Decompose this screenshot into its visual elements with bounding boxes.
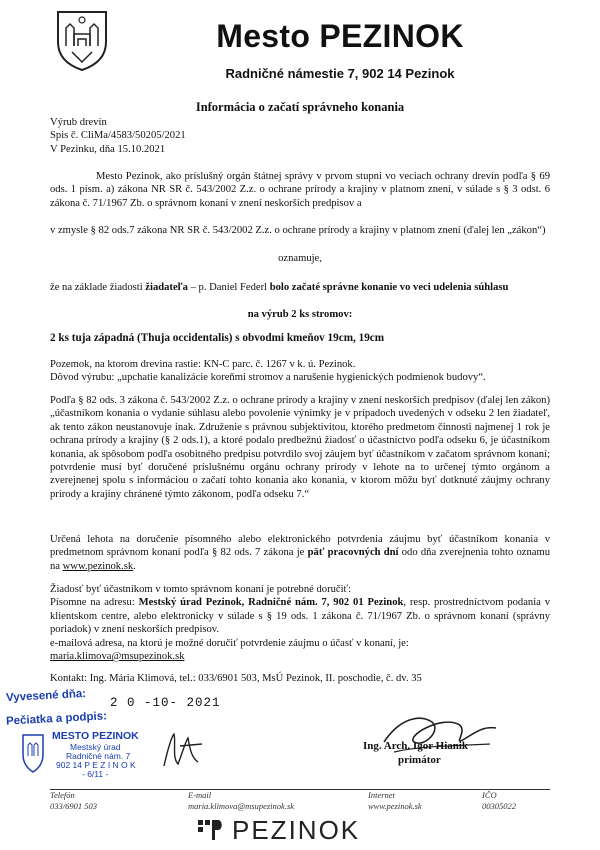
posted-date: 2 0 -10- 2021 [110, 696, 221, 710]
footer-divider [50, 789, 550, 790]
footer-phone: Telefón 033/6901 503 [50, 790, 97, 811]
paragraph-authority: Mesto Pezinok, ako príslušný orgán štátnej správy v prvom stupni vo veciach ochrany drevín podľa § 69 ods. 1 písm. a) zákona NR SR č. 543/2002 Z.z. o ochrane prírody a krajiny v platnom znení, v súlade s § 3 odst. 6 zákona č. 71/1967 Zb. o správnom konaní v znení neskorších predpisov a [50, 171, 550, 209]
paragraph-participants: Podľa § 82 ods. 3 zákona č. 543/2002 Z.z. o ochrane prírody a krajiny v znení neskorších predpisov (ďalej len zákon) „účastníkom konania o vydanie súhlasu alebo povolenie výnimky je v prípadoch uvedených v odseku 2 len žiadateľ, ak tento zákon neustanovuje inak. Združenie s právnou subjektivitou, ktorého predmetom činnosti najmenej 1 rok je ochrana prírody a krajiny (§ 2 ods.1), a ktoré podalo predbežnú žiadosť o účastníctvo podľa odseku 6, je účastníkom konania, ak spôsobom podľa osobitného predpisu potvrdilo svoj záujem byť účastníkom v začatom správnom konaní; potvrdenie musí byť doručené príslušnému orgánu ochrany prírody v lehote na to určenej týmto orgánom a zverejnenej spolu s informáciou o začatí tohto konania ako konania, v ktorom môžu byť dotknuté záujmy ochrany prírody a krajiny chránené týmto zákonom, podľa odseku 7.“ [50, 395, 550, 500]
pezinok-logo-icon [196, 817, 224, 843]
trees-description: 2 ks tuja západná (Thuja occidentalis) s obvodmi kmeňov 19cm, 19cm [50, 332, 385, 344]
felling-subject: na výrub 2 ks stromov: [247, 309, 353, 320]
mayor-signature-icon [380, 708, 500, 760]
footer-web: Internet www.pezinok.sk [368, 790, 422, 811]
mayor-role: primátor [398, 754, 441, 766]
document-title: Informácia o začatí správneho konania [195, 100, 405, 114]
stamp-label: Pečiatka a podpis: [5, 710, 108, 728]
officer-signature-icon [158, 728, 208, 772]
paragraph-location: Pozemok, na ktorom drevina rastie: KN-C parc. č. 1267 v k. ú. Pezinok. Dôvod výrubu: „upchatie kanalizácie koreňmi stromov a narušenie hygienických podmienok budovy“. [50, 359, 486, 384]
paragraph-delivery: Žiadosť byť účastníkom v tomto správnom konaní je potrebné doručiť: Písomne na adresu: Mestský úrad Pezinok, Radničné nám. 7, 902 01 Pezinok, resp. prostredníctvom podania v klientskom centre, alebo elektronicky v súlade s § 19 ods. 1 zákona č. 71/1967 Zb. o správnom konaní (správny poriadok) v znení neskorších predpisov. e-mailová adresa, na ktorú je možné doručiť potvrdenie záujmu o účasť v konaní, je: maria.klimova@msupezinok.sk [50, 584, 551, 663]
footer-ico: IČO 00305022 [482, 790, 516, 811]
meta-date: V Pezinku, dňa 15.10.2021 [50, 143, 166, 155]
announces-text: oznamuje, [278, 253, 322, 264]
town-crest-icon [54, 6, 110, 72]
mayor-name: Ing. Arch. Igor Hianik [363, 740, 469, 752]
website-link[interactable]: www.pezinok.sk [62, 560, 134, 572]
paragraph-deadline: Určená lehota na doručenie písomného alebo elektronického potvrdenia záujmu byť účastníkom konania v predmetnom správnom konaní podľa § 82 ods. 7 zákona je päť pracovných dní odo dňa zverejnenia tohto oznamu na www.pezinok.sk. [50, 534, 551, 572]
seal-crest-icon [20, 732, 46, 774]
paragraph-procedure: že na základe žiadosti žiadateľa – p. Daniel Federl bolo začaté správne konanie vo veci udelenia súhlasu [50, 282, 509, 293]
town-address: Radničné námestie 7, 902 14 Pezinok [225, 66, 455, 81]
paragraph-legal-basis: v zmysle § 82 ods.7 zákona NR SR č. 543/2002 Z.z. o ochrane prírody a krajiny v platnom znení (ďalej len „zákon“) [50, 225, 546, 236]
posted-label: Vyvesené dňa: [5, 687, 87, 705]
office-seal: MESTO PEZINOK Mestský úrad Radničné nám. 7 902 14 P E Z I N O K - 6/11 - [20, 730, 150, 782]
footer-brand: PEZINOK [232, 815, 361, 845]
meta-file-number: Spis č. CliMa/4583/50205/2021 [50, 130, 186, 142]
meta-subject: Výrub drevín [50, 117, 107, 128]
contact-line: Kontakt: Ing. Mária Klimová, tel.: 033/6901 503, MsÚ Pezinok, II. poschodie, č. dv. 35 [50, 673, 422, 684]
footer-email: E-mail maria.klimova@msupezinok.sk [188, 790, 295, 811]
email-link[interactable]: maria.klimova@msupezinok.sk [50, 651, 185, 663]
document-meta [50, 116, 550, 156]
town-name: Mesto PEZINOK [216, 18, 464, 54]
